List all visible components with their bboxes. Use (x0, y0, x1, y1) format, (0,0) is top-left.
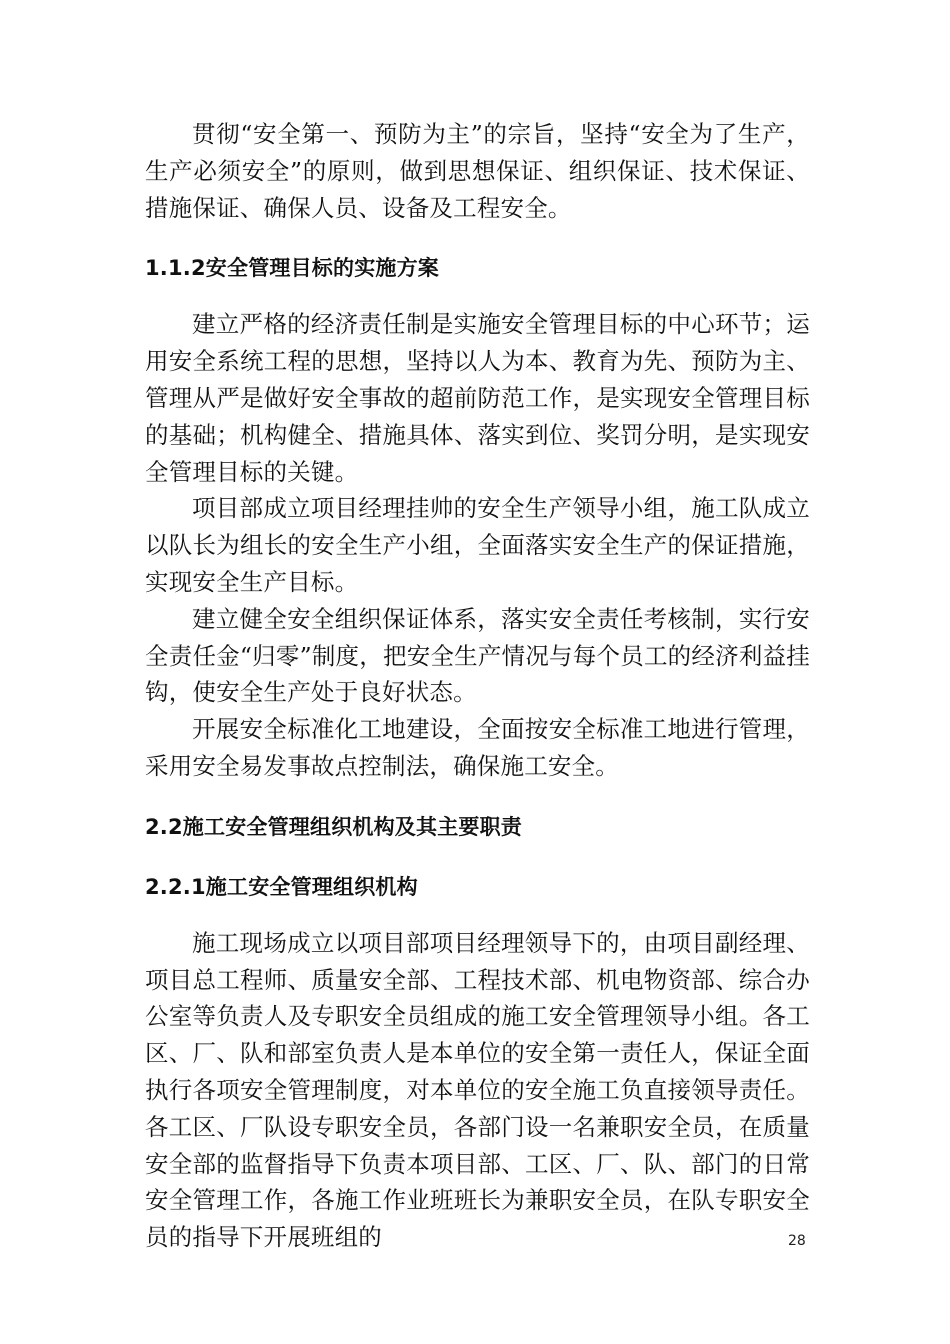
paragraph-standard-site: 开展安全标准化工地建设，全面按安全标准工地进行管理，采用安全易发事故点控制法，确保施工安全。 (145, 715, 810, 780)
paragraph-safety-principle: 贯彻“安全第一、预防为主”的宗旨，坚持“安全为了生产，生产必须安全”的原则，做到思想保证、组织保证、技术保证、措施保证、确保人员、设备及工程安全。 (145, 120, 810, 222)
paragraph-organization-guarantee: 建立健全安全组织保证体系，落实安全责任考核制，实行安全责任金“归零”制度，把安全生产情况与每个员工的经济利益挂钩，使安全生产处于良好状态。 (145, 604, 810, 707)
paragraph-leadership-group: 项目部成立项目经理挂帅的安全生产领导小组，施工队成立以队长为组长的安全生产小组，全面落实安全生产的保证措施，实现安全生产目标。 (145, 494, 810, 596)
page-content (145, 116, 810, 1256)
heading-2-2: 2.2施工安全管理组织机构及其主要职责 (145, 814, 522, 839)
page-number: 28 (788, 1233, 806, 1249)
paragraph-responsibility-system: 建立严格的经济责任制是实施安全管理目标的中心环节；运用安全系统工程的思想，坚持以人为本、教育为先、预防为主、管理从严是做好安全事故的超前防范工作，是实现安全管理目标的基础；机构健全、措施具体、落实到位、奖罚分明，是实现安全管理目标的关键。 (145, 310, 810, 486)
paragraph-organization-structure: 施工现场成立以项目部项目经理领导下的，由项目副经理、项目总工程师、质量安全部、工程技术部、机电物资部、综合办公室等负责人及专职安全员组成的施工安全管理领导小组。各工区、厂、队和部室负责人是本单位的安全第一责任人，保证全面执行各项安全管理制度，对本单位的安全施工负直接领导责任。各工区、厂队设专职安全员，各部门设一名兼职安全员，在质量安全部的监督指导下负责本项目部、工区、厂、队、部门的日常安全管理工作，各施工作业班班长为兼职安全员，在队专职安全员的指导下开展班组的 (145, 928, 810, 1252)
heading-1-1-2: 1.1.2安全管理目标的实施方案 (145, 256, 439, 281)
heading-2-2-1: 2.2.1施工安全管理组织机构 (145, 874, 418, 899)
